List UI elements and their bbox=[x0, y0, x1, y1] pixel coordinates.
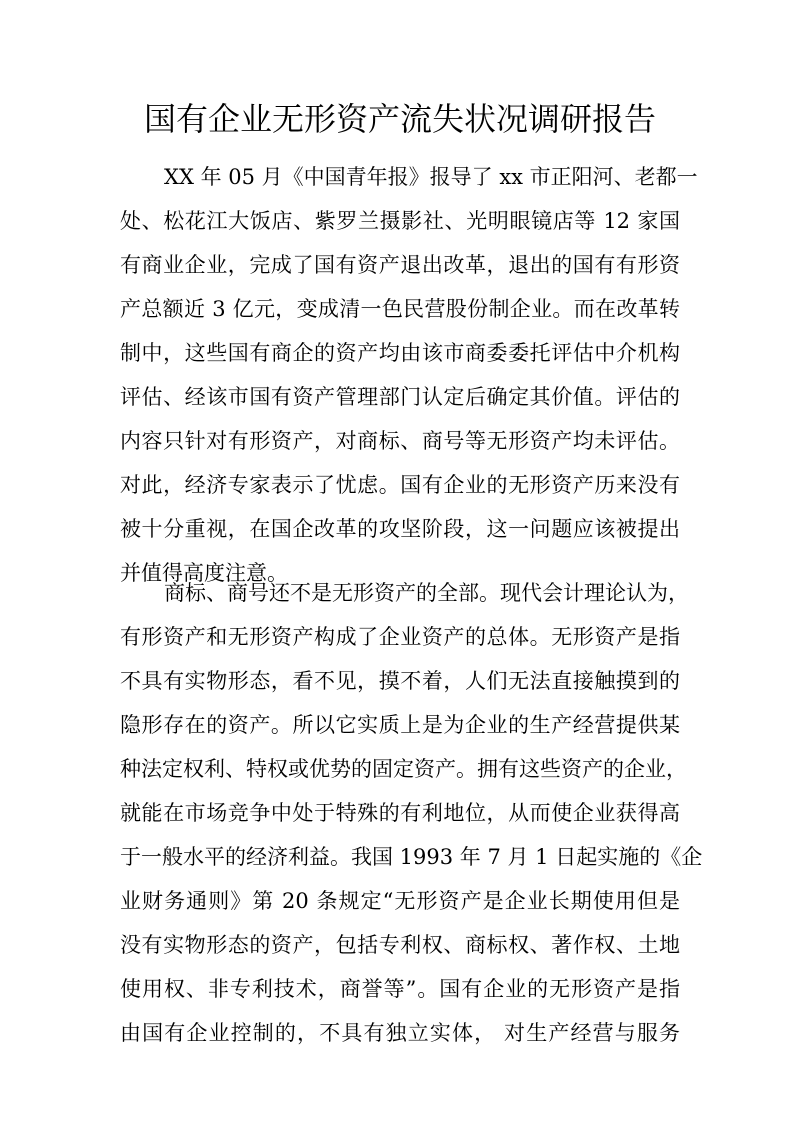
paragraph-line: 制中，这些国有商企的资产均由该市商委委托评估中介机构 bbox=[120, 341, 680, 365]
paragraph-line: 内容只针对有形资产，对商标、商号等无形资产均未评估。 bbox=[120, 429, 680, 453]
paragraph-line: 评估、经该市国有资产管理部门认定后确定其价值。评估的 bbox=[120, 385, 680, 409]
document-title: 国有企业无形资产流失状况调研报告 bbox=[143, 100, 656, 138]
paragraph-1 bbox=[120, 155, 698, 595]
paragraph-line: 对此，经济专家表示了忧虑。国有企业的无形资产历来没有 bbox=[120, 473, 680, 497]
paragraph-line: 商标、商号还不是无形资产的全部。现代会计理论认为， bbox=[164, 581, 689, 605]
paragraph-line: 于一般水平的经济利益。我国 1993 年 7 月 1 日起实施的《企 bbox=[120, 845, 703, 869]
paragraph-line: 使用权、非专利技术，商誉等”。国有企业的无形资产是指 bbox=[120, 977, 680, 1001]
paragraph-line: 处、松花江大饭店、紫罗兰摄影社、光明眼镜店等 12 家国 bbox=[120, 209, 680, 233]
paragraph-line: 并值得高度注意。 bbox=[120, 561, 288, 585]
paragraph-line: 种法定权利、特权或优势的固定资产。拥有这些资产的企业， bbox=[120, 757, 687, 781]
paragraph-line: 不具有实物形态，看不见，摸不着，人们无法直接触摸到的 bbox=[120, 669, 680, 693]
paragraph-line: 有形资产和无形资产构成了企业资产的总体。无形资产是指 bbox=[120, 625, 680, 649]
paragraph-line: 业财务通则》第 20 条规定“无形资产是企业长期使用但是 bbox=[120, 889, 680, 913]
paragraph-line: 由国有企业控制的，不具有独立实体， 对生产经营与服务 bbox=[120, 1021, 680, 1045]
paragraph-line: 就能在市场竞争中处于特殊的有利地位，从而使企业获得高 bbox=[120, 801, 680, 825]
paragraph-line: 隐形存在的资产。所以它实质上是为企业的生产经营提供某 bbox=[120, 713, 680, 737]
paragraph-2 bbox=[120, 571, 703, 1055]
paragraph-line: 被十分重视，在国企改革的攻坚阶段，这一问题应该被提出 bbox=[120, 517, 680, 541]
paragraph-line: 有商业企业，完成了国有资产退出改革，退出的国有有形资 bbox=[120, 253, 680, 277]
paragraph-line: 产总额近 3 亿元，变成清一色民营股份制企业。而在改革转 bbox=[120, 297, 680, 321]
paragraph-line: XX 年 05 月《中国青年报》报导了 xx 市正阳河、老都一 bbox=[164, 165, 698, 189]
paragraph-line: 没有实物形态的资产，包括专利权、商标权、著作权、土地 bbox=[120, 933, 680, 957]
